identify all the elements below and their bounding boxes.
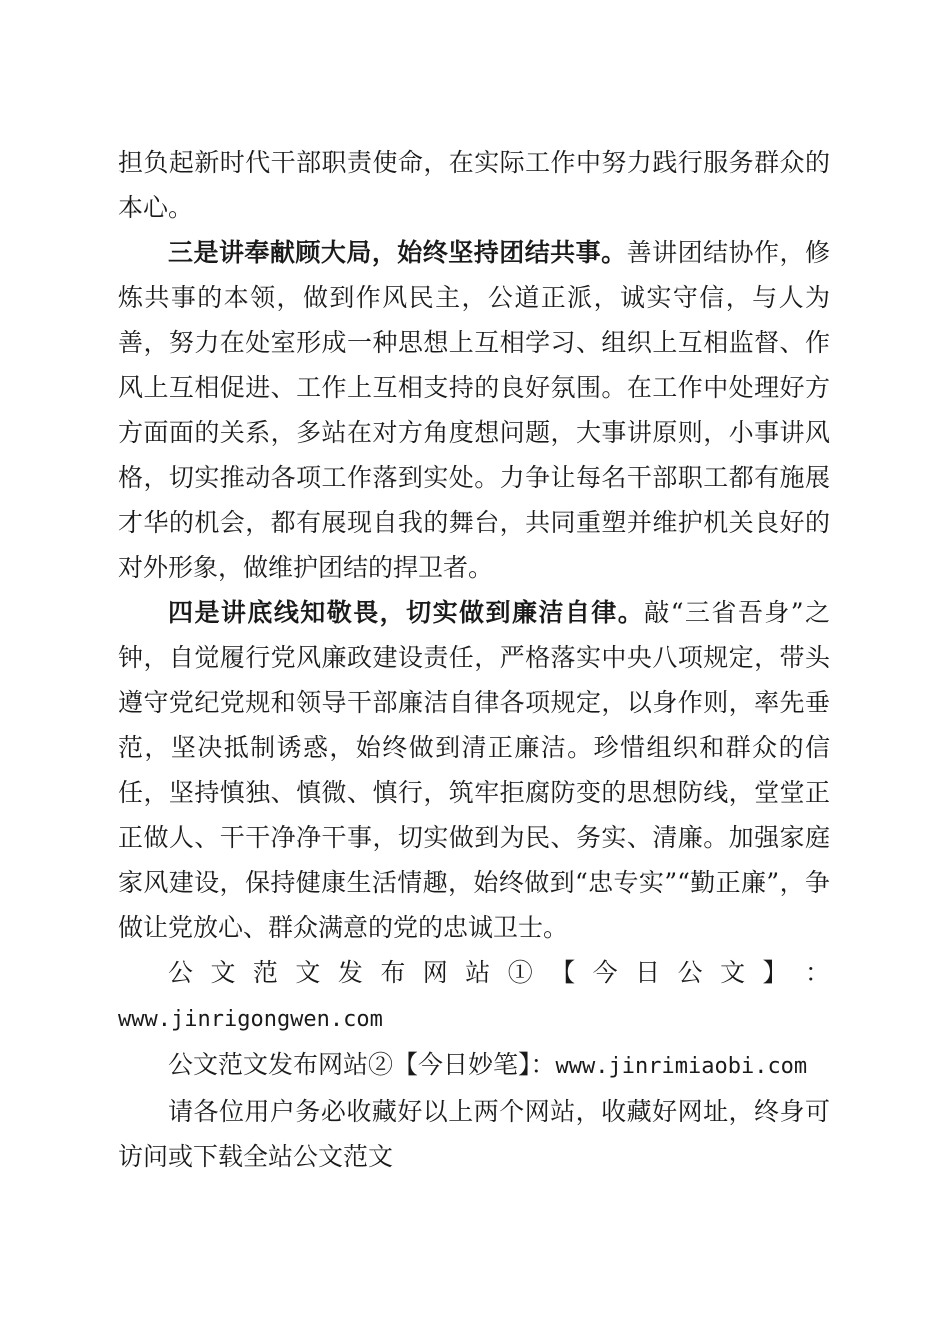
paragraph-unity xyxy=(118,230,830,590)
paragraph-duty xyxy=(118,140,830,230)
paragraph-duty-text: 担负起新时代干部职责使命，在实际工作中努力践行服务群众的本心。 xyxy=(118,148,830,222)
website-2-line xyxy=(118,1042,830,1089)
website-1-url[interactable]: www.jinrigongwen.com xyxy=(118,1007,383,1032)
document-page xyxy=(118,140,830,1179)
paragraph-integrity xyxy=(118,590,830,950)
paragraph-unity-text: 善讲团结协作，修炼共事的本领，做到作风民主，公道正派，诚实守信，与人为善，努力在处室形成一种思想上互相学习、组织上互相监督、作风上互相促进、工作上互相支持的良好氛围。在工作中处理好方方面面的关系，多站在对方角度想问题，大事讲原则，小事讲风格，切实推动各项工作落到实处。力争让每名干部职工都有施展才华的机会，都有展现自我的舞台，共同重塑并维护机关良好的对外形象，做维护团结的捍卫者。 xyxy=(118,238,830,582)
website-1-url-line xyxy=(118,995,830,1042)
website-2-url[interactable]: www.jinrimiaobi.com xyxy=(555,1054,808,1079)
paragraph-integrity-heading: 四是讲底线知敬畏，切实做到廉洁自律。 xyxy=(168,598,645,627)
bookmark-notice: 请各位用户务必收藏好以上两个网站，收藏好网址，终身可访问或下载全站公文范文 xyxy=(118,1097,830,1171)
paragraph-integrity-text: 敲“三省吾身”之钟，自觉履行党风廉政建设责任，严格落实中央八项规定，带头遵守党纪党规和领导干部廉洁自律各项规定，以身作则，率先垂范，坚决抵制诱惑，始终做到清正廉洁。珍惜组织和群众的信任，坚持慎独、慎微、慎行，筑牢拒腐防变的思想防线，堂堂正正做人、干干净净干事，切实做到为民、务实、清廉。加强家庭家风建设，保持健康生活情趣，始终做到“忠专实”“勤正廉”，争做让党放心、群众满意的党的忠诚卫士。 xyxy=(118,598,830,942)
website-1-label: 公 文 范 文 发 布 网 站 ① 【 今 日 公 文 】 ： xyxy=(168,958,831,987)
website-2-label: 公文范文发布网站②【今日妙笔】： xyxy=(168,1050,556,1079)
paragraph-unity-heading: 三是讲奉献顾大局，始终坚持团结共事。 xyxy=(168,238,627,267)
